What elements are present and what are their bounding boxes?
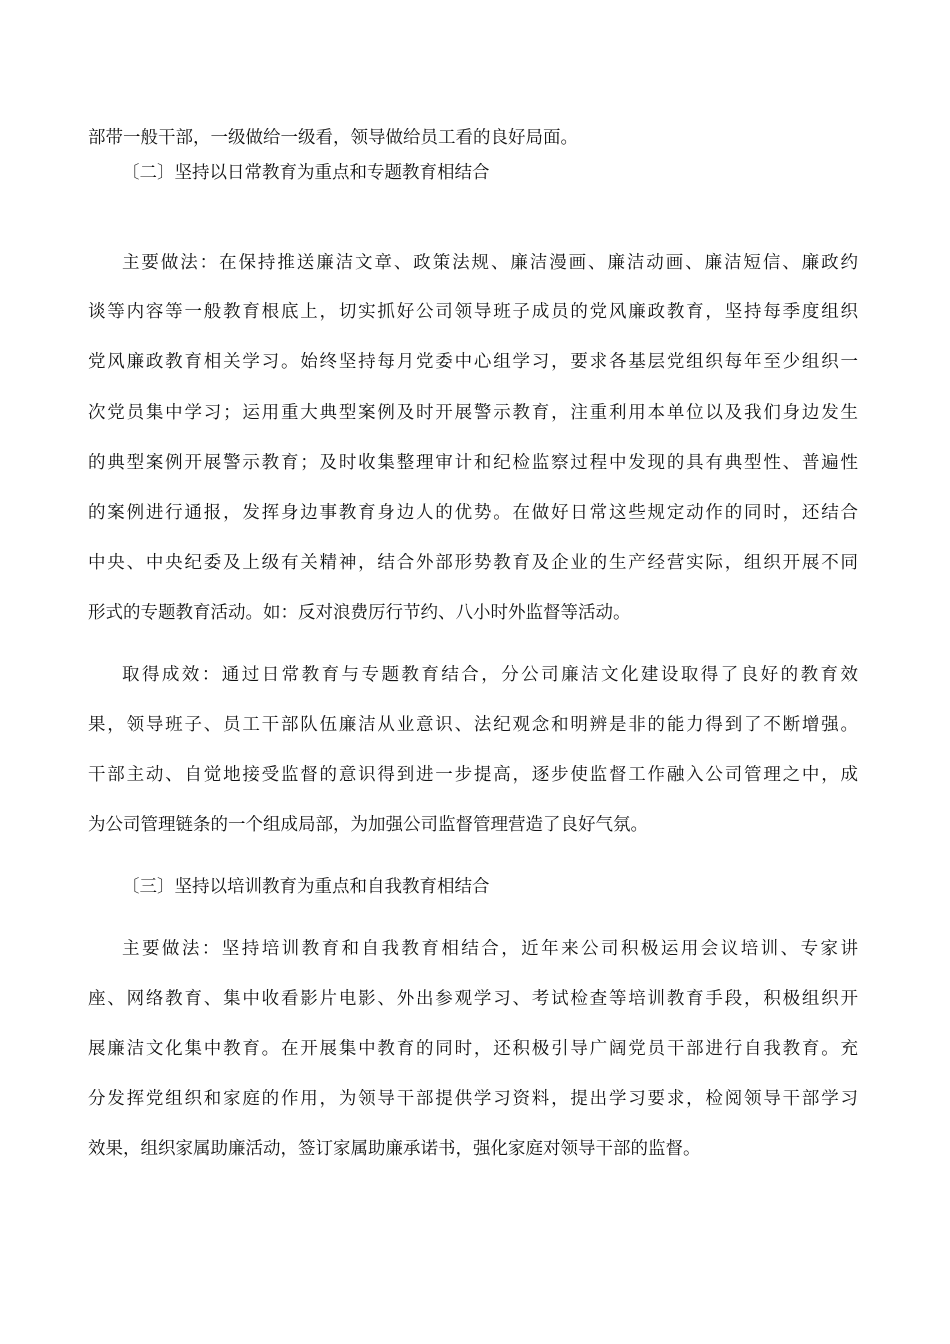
text-line: 谈等内容等一般教育根底上，切实抓好公司领导班子成员的党风廉政教育，坚持每季度组织 bbox=[88, 302, 858, 322]
text-line: 形式的专题教育活动。如：反对浪费厉行节约、八小时外监督等活动。 bbox=[88, 603, 631, 623]
section-heading: 〔二〕坚持以日常教育为重点和专题教育相结合 bbox=[122, 163, 490, 183]
text-line: 分发挥党组织和家庭的作用，为领导干部提供学习资料，提出学习要求，检阅领导干部学习 bbox=[88, 1089, 858, 1109]
text-line: 座、网络教育、集中收看影片电影、外出参观学习、考试检查等培训教育手段，积极组织开 bbox=[88, 989, 858, 1009]
text-line: 次党员集中学习；运用重大典型案例及时开展警示教育，注重利用本单位以及我们身边发生 bbox=[88, 403, 858, 423]
text-line: 果，领导班子、员工干部队伍廉洁从业意识、法纪观念和明辨是非的能力得到了不断增强。 bbox=[88, 715, 858, 735]
text-line: 取得成效：通过日常教育与专题教育结合，分公司廉洁文化建设取得了良好的教育效 bbox=[122, 665, 858, 685]
text-line: 中央、中央纪委及上级有关精神，结合外部形势教育及企业的生产经营实际，组织开展不同 bbox=[88, 553, 858, 573]
text-line: 干部主动、自觉地接受监督的意识得到进一步提高，逐步使监督工作融入公司管理之中，成 bbox=[88, 765, 858, 785]
text-line: 主要做法：在保持推送廉洁文章、政策法规、廉洁漫画、廉洁动画、廉洁短信、廉政约 bbox=[122, 253, 858, 273]
text-line: 党风廉政教育相关学习。始终坚持每月党委中心组学习，要求各基层党组织每年至少组织一 bbox=[88, 352, 858, 372]
text-line: 的典型案例开展警示教育；及时收集整理审计和纪检监察过程中发现的具有典型性、普遍性 bbox=[88, 453, 858, 473]
text-line: 的案例进行通报，发挥身边事教育身边人的优势。在做好日常这些规定动作的同时，还结合 bbox=[88, 503, 858, 523]
text-line: 效果，组织家属助廉活动，签订家属助廉承诺书，强化家庭对领导干部的监督。 bbox=[88, 1139, 701, 1159]
text-line: 展廉洁文化集中教育。在开展集中教育的同时，还积极引导广阔党员干部进行自我教育。充 bbox=[88, 1039, 858, 1059]
text-line: 为公司管理链条的一个组成局部，为加强公司监督管理营造了良好气氛。 bbox=[88, 815, 648, 835]
text-line: 主要做法：坚持培训教育和自我教育相结合，近年来公司积极运用会议培训、专家讲 bbox=[122, 939, 858, 959]
section-heading: 〔三〕坚持以培训教育为重点和自我教育相结合 bbox=[122, 877, 490, 897]
text-line: 部带一般干部，一级做给一级看，领导做给员工看的良好局面。 bbox=[88, 128, 578, 148]
